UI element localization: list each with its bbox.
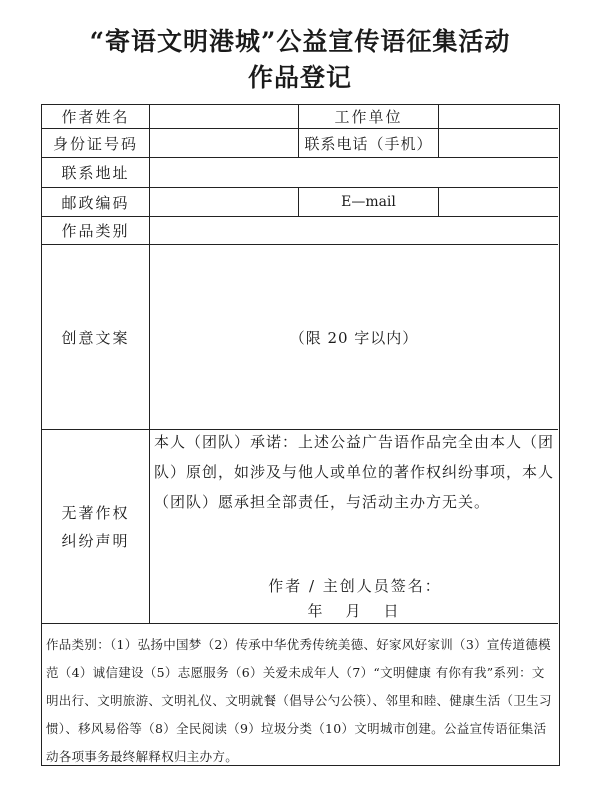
declaration-label-line2: 纠纷声明 — [61, 531, 130, 550]
signature-label: 作者 / 主创人员签名： — [268, 577, 442, 595]
creative-copy-field[interactable]: （限 20 字以内） — [289, 328, 419, 347]
work-unit-label: 工作单位 — [334, 108, 403, 126]
phone-label: 联系电话（手机） — [304, 134, 433, 153]
address-field[interactable] — [150, 158, 558, 187]
creative-copy-label: 创意文案 — [61, 328, 130, 347]
date-label: 年 月 日 — [307, 602, 403, 620]
category-notes: 作品类别：（1）弘扬中国梦（2）传承中华优秀传统美德、好家风好家训（3）宣传道德模范（4）诚信建设（5）志愿服务（6）关爱未成年人（7）“文明健康 有你有我”系列：文明出行、文明旅游、文明礼仪、文明就餐（倡导公勺公筷）、邻里和睦、健康生活（卫生习惯）、移风易俗等（8）全民阅读（9）垃圾分类（10）文明城市创建。公益宣传语征集活动各项事务最终解释权归主办方。 — [46, 637, 552, 764]
row-divider — [42, 623, 558, 624]
email-label: E—mail — [341, 194, 396, 210]
category-field[interactable] — [150, 217, 558, 244]
category-label: 作品类别 — [61, 222, 130, 240]
phone-field[interactable] — [439, 129, 558, 157]
work-unit-field[interactable] — [439, 105, 558, 128]
declaration-text: 本人（团队）承诺：上述公益广告语作品完全由本人（团队）原创，如涉及与他人或单位的著作权纠纷事项，本人（团队）愿承担全部责任，与活动主办方无关。 — [154, 433, 555, 511]
form-title: “寄语文明港城”公益宣传语征集活动 — [89, 27, 511, 56]
email-field[interactable] — [439, 188, 558, 216]
declaration-label — [42, 430, 149, 623]
postcode-field[interactable] — [150, 188, 298, 216]
declaration-label-line1: 无著作权 — [61, 503, 130, 522]
form-subtitle: 作品登记 — [247, 63, 352, 92]
id-number-label: 身份证号码 — [52, 134, 138, 153]
registration-form — [41, 104, 560, 766]
author-name-field[interactable] — [150, 105, 298, 128]
id-number-field[interactable] — [150, 129, 298, 157]
postcode-label: 邮政编码 — [61, 193, 130, 212]
author-name-label: 作者姓名 — [61, 108, 130, 126]
address-label: 联系地址 — [61, 164, 130, 182]
